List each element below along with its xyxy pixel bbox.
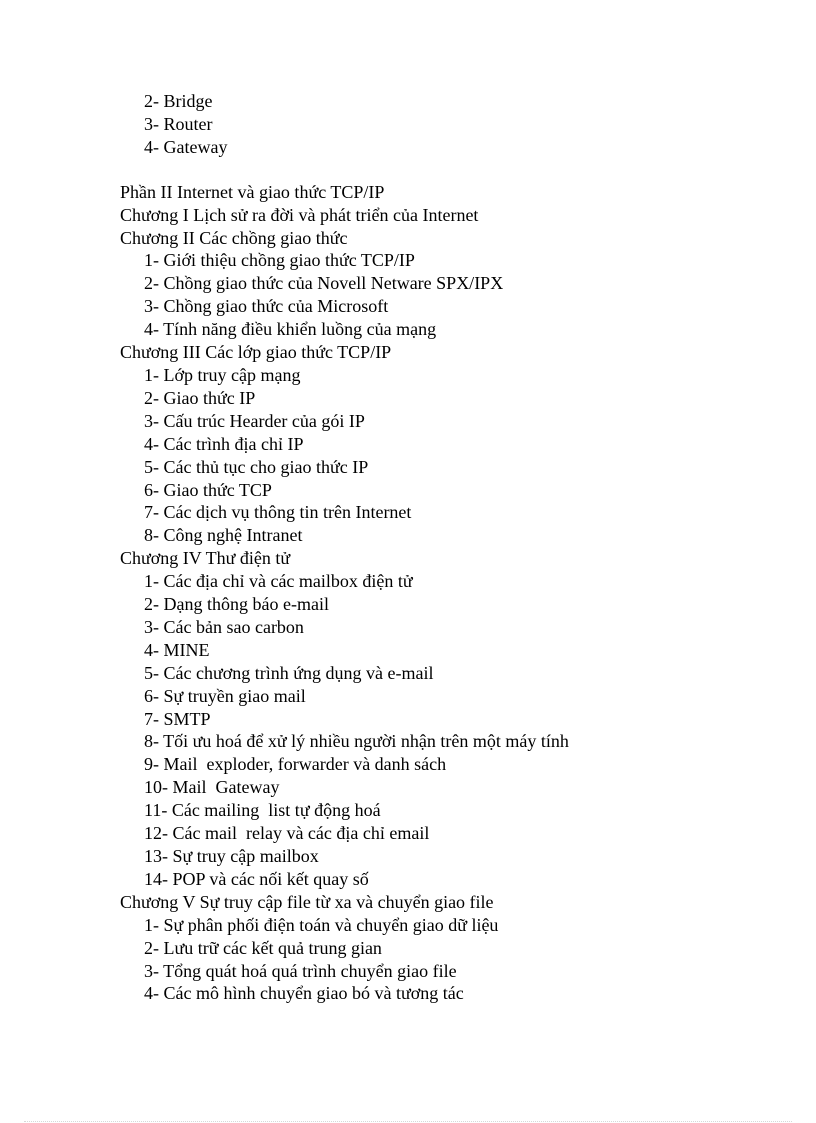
part-title: Phần II Internet và giao thức TCP/IP <box>120 181 385 202</box>
list-item: 3- Các bản sao carbon <box>144 616 304 637</box>
list-item: 11- Các mailing list tự động hoá <box>144 800 381 821</box>
list-item: 2- Bridge <box>144 91 213 111</box>
list-item: 2- Chồng giao thức của Novell Netware SPX/IPX <box>144 273 504 294</box>
list-item: 1- Giới thiệu chồng giao thức TCP/IP <box>144 250 415 271</box>
list-item: 4- Các mô hình chuyển giao bó và tương tác <box>144 983 464 1004</box>
table-of-contents <box>120 90 780 1005</box>
list-item: 1- Sự phân phối điện toán và chuyển giao dữ liệu <box>144 914 499 935</box>
spacer <box>120 159 780 181</box>
list-item: 1- Lớp truy cập mạng <box>144 364 301 385</box>
list-item: 4- Gateway <box>144 136 228 157</box>
list-item: 14- POP và các nối kết quay số <box>144 868 369 889</box>
list-item: 3- Tổng quát hoá quá trình chuyển giao file <box>144 960 457 981</box>
list-item: 6- Sự truyền giao mail <box>144 685 306 706</box>
chapter-2-title: Chương II Các chồng giao thức <box>120 227 348 248</box>
list-item: 10- Mail Gateway <box>144 777 280 798</box>
chapter-5-title: Chương V Sự truy cập file từ xa và chuyển giao file <box>120 891 494 912</box>
list-item: 5- Các chương trình ứng dụng và e-mail <box>144 662 434 683</box>
list-item: 6- Giao thức TCP <box>144 479 272 500</box>
chapter-1-title: Chương I Lịch sử ra đời và phát triển của Internet <box>120 204 479 225</box>
list-item: 7- SMTP <box>144 708 211 729</box>
list-item: 4- MINE <box>144 639 210 660</box>
list-item: 3- Chồng giao thức của Microsoft <box>144 296 389 317</box>
list-item: 8- Tối ưu hoá để xử lý nhiều người nhận trên một máy tính <box>144 731 569 752</box>
list-item: 4- Tính năng điều khiển luồng của mạng <box>144 319 437 340</box>
list-item: 2- Dạng thông báo e-mail <box>144 594 329 615</box>
chapter-4-title: Chương IV Thư điện tử <box>120 548 291 569</box>
list-item: 1- Các địa chỉ và các mailbox điện tử <box>144 571 413 592</box>
list-item: 9- Mail exploder, forwarder và danh sách <box>144 754 447 775</box>
list-item: 2- Lưu trữ các kết quả trung gian <box>144 937 382 958</box>
list-item: 4- Các trình địa chỉ IP <box>144 433 304 454</box>
list-item: 8- Công nghệ Intranet <box>144 525 303 546</box>
list-item: 5- Các thủ tục cho giao thức IP <box>144 456 369 477</box>
list-item: 13- Sự truy cập mailbox <box>144 846 319 866</box>
chapter-3-title: Chương III Các lớp giao thức TCP/IP <box>120 342 392 363</box>
list-item: 2- Giao thức IP <box>144 387 256 408</box>
page-bottom-divider <box>24 1121 792 1122</box>
list-item: 3- Cấu trúc Hearder của gói IP <box>144 410 365 431</box>
list-item: 12- Các mail relay và các địa chỉ email <box>144 823 430 844</box>
list-item: 7- Các dịch vụ thông tin trên Internet <box>144 502 412 523</box>
list-item: 3- Router <box>144 113 213 134</box>
